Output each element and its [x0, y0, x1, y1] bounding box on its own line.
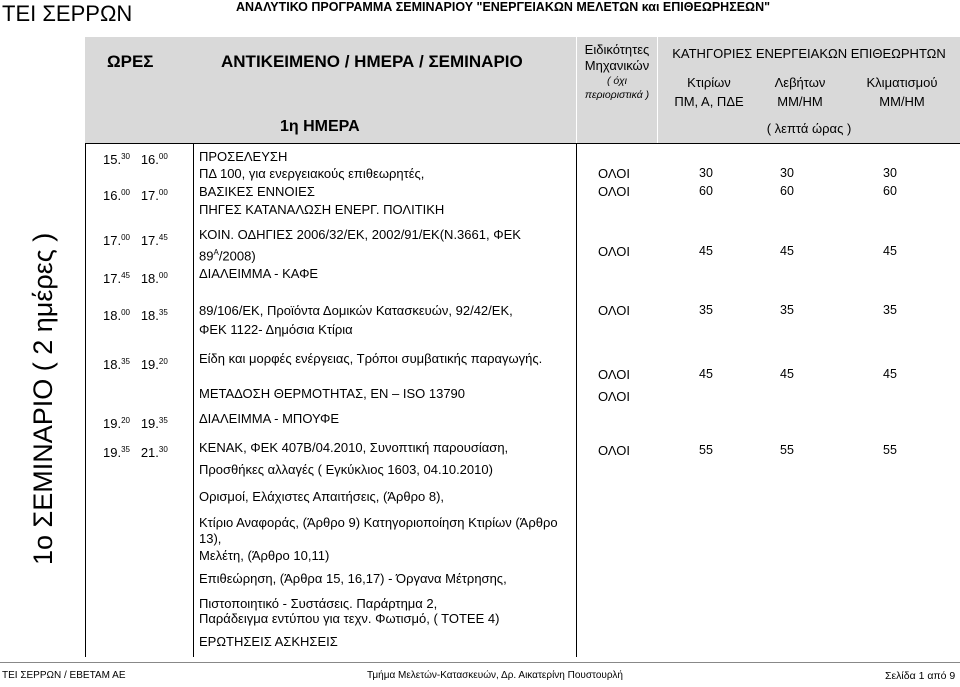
time-end-minutes: 35: [158, 308, 168, 317]
subject-line: Παράδειγμα εντύπου για τεχν. Φωτισμό, ( ΤΟΤΕΕ 4): [199, 611, 500, 626]
time-start: 19.: [103, 445, 122, 460]
row-minutes-buildings: 45: [699, 367, 713, 381]
header-spec-line4: περιοριστικά ): [584, 89, 650, 101]
row-minutes-aircon: 35: [883, 303, 897, 317]
subject-fek-series: A: [213, 248, 219, 257]
row-minutes-aircon: 55: [883, 443, 897, 457]
row-minutes-buildings: 55: [699, 443, 713, 457]
time-start: 18.: [103, 357, 122, 372]
row-spec: ΟΛΟΙ: [598, 443, 631, 458]
row-spec: ΟΛΟΙ: [598, 389, 631, 404]
time-end-minutes: 45: [158, 233, 168, 242]
header-cat3-line2: ΜΜ/ΗΜ: [879, 94, 925, 109]
row-spec: ΟΛΟΙ: [598, 367, 631, 382]
time-slot: [103, 230, 168, 248]
header-categories: ΚΑΤΗΓΟΡΙΕΣ ΕΝΕΡΓΕΙΑΚΩΝ ΕΠΙΘΕΩΡΗΤΩΝ: [672, 46, 946, 61]
row-minutes-boilers: 60: [780, 184, 794, 198]
subject-line: ΦΕΚ 1122- Δημόσια Κτίρια: [199, 322, 353, 337]
time-start-minutes: 00: [121, 233, 130, 242]
subject-line: ΔΙΑΛΕΙΜΜΑ - ΚΑΦΕ: [199, 266, 319, 281]
row-spec: ΟΛΟΙ: [598, 184, 631, 199]
subject-line: Μελέτη, (Άρθρο 10,11): [199, 548, 330, 563]
header-day: 1η ΗΜΕΡΑ: [280, 118, 360, 135]
time-start-minutes: 45: [121, 271, 130, 280]
time-end-minutes: 00: [158, 152, 168, 161]
header-minutes: ( λεπτά ώρας ): [766, 121, 852, 136]
row-spec: ΟΛΟΙ: [598, 166, 631, 181]
time-start: 18.: [103, 308, 122, 323]
row-minutes-buildings: 60: [699, 184, 713, 198]
row-minutes-buildings: 30: [699, 166, 713, 180]
subject-line: Είδη και μορφές ενέργειας, Τρόποι συμβατικής παραγωγής.: [199, 351, 543, 366]
row-spec: ΟΛΟΙ: [598, 303, 631, 318]
seminar-side-label: 1ο ΣΕΜΙΝΑΡΙΟ ( 2 ημέρες ): [28, 232, 58, 565]
time-start-minutes: 35: [121, 357, 130, 366]
subject-line: ΒΑΣΙΚΕΣ ΕΝΝΟΙΕΣ: [199, 184, 315, 199]
row-minutes-boilers: 45: [780, 367, 794, 381]
time-end-minutes: 30: [158, 445, 168, 454]
time-end: 19.: [140, 357, 159, 372]
subject-fek-year: /2008): [218, 248, 256, 264]
row-minutes-aircon: 45: [883, 244, 897, 258]
time-end-minutes: 35: [158, 416, 168, 425]
time-end: 21.: [140, 445, 159, 460]
header-cat1-line1: Κτιρίων: [687, 75, 731, 90]
subject-line: ΠΗΓΕΣ ΚΑΤΑΝΑΛΩΣΗ ΕΝΕΡΓ. ΠΟΛΙΤΙΚΗ: [199, 202, 445, 217]
row-minutes-buildings: 45: [699, 244, 713, 258]
row-minutes-aircon: 60: [883, 184, 897, 198]
header-cat2-line2: ΜΜ/ΗΜ: [777, 94, 823, 109]
header-cat1-line2: ΠΜ, Α, ΠΔΕ: [674, 94, 744, 109]
time-start: 15.: [103, 152, 122, 167]
time-slot: [103, 149, 168, 167]
time-start-minutes: 35: [121, 445, 130, 454]
subject-line: ΚΟΙΝ. ΟΔΗΓΙΕΣ 2006/32/ΕΚ, 2002/91/ΕΚ(Ν.3661, ΦΕΚ: [199, 227, 521, 242]
time-start-minutes: 00: [121, 308, 130, 317]
time-slot: [103, 268, 168, 286]
header-cat2-line1: Λεβήτων: [774, 75, 826, 90]
time-start-minutes: 30: [121, 152, 130, 161]
header-bottom-line: [85, 143, 960, 144]
subject-fek-number: 89: [199, 248, 214, 264]
row-minutes-boilers: 35: [780, 303, 794, 317]
time-end: 16.: [140, 152, 159, 167]
time-end-minutes: 00: [158, 271, 168, 280]
time-start: 16.: [103, 188, 122, 203]
org-title: ΤΕΙ ΣΕΡΡΩΝ: [2, 1, 133, 26]
time-slot: [103, 354, 168, 372]
subject-line: ΜΕΤΑΔΟΣΗ ΘΕΡΜΟΤΗΤΑΣ, ΕΝ – ISO 13790: [199, 386, 466, 401]
time-start: 17.: [103, 271, 122, 286]
header-spec-line1: Ειδικότητες: [584, 42, 650, 57]
footer-center: Τμήμα Μελετών-Κατασκευών, Δρ. Αικατερίνη Πουστουρλή: [367, 670, 623, 681]
header-spec-line2: Μηχανικών: [584, 58, 650, 73]
header-subject: ΑΝΤΙΚΕΙΜΕΝΟ / ΗΜΕΡΑ / ΣΕΜΙΝΑΡΙΟ: [221, 52, 523, 71]
row-minutes-aircon: 45: [883, 367, 897, 381]
col-line-spec: [576, 143, 577, 657]
header-cat3-line1: Κλιματισμού: [866, 75, 938, 90]
subject-line: 89/106/ΕΚ, Προϊόντα Δομικών Κατασκευών, 92/42/ΕΚ,: [199, 303, 513, 318]
subject-line: ΔΙΑΛΕΙΜΜΑ - ΜΠΟΥΦΕ: [199, 411, 339, 426]
subject-line: Πιστοποιητικό - Συστάσεις. Παράρτημα 2,: [199, 596, 438, 611]
time-slot: [103, 185, 168, 203]
subject-line: Κτίριο Αναφοράς, (Άρθρο 9) Κατηγοριοποίηση Κτιρίων (Άρθρο: [199, 515, 558, 530]
time-end: 17.: [140, 188, 159, 203]
footer-right: Σελίδα 1 από 9: [885, 670, 956, 682]
subject-line: Ορισμοί, Ελάχιστες Απαιτήσεις, (Άρθρο 8),: [199, 489, 445, 504]
subject-line: ΠΡΟΣΕΛΕΥΣΗ: [199, 149, 288, 164]
header-hours: ΩΡΕΣ: [107, 52, 154, 71]
time-end-minutes: 00: [158, 188, 168, 197]
subject-line: ΕΡΩΤΗΣΕΙΣ ΑΣΚΗΣΕΙΣ: [199, 634, 338, 649]
time-start: 19.: [103, 416, 122, 431]
subject-line: ΠΔ 100, για ενεργειακούς επιθεωρητές,: [199, 166, 425, 181]
subject-line: Προσθήκες αλλαγές ( Εγκύκλιος 1603, 04.10.2010): [199, 462, 493, 477]
footer-line: [0, 662, 960, 663]
time-slot: [103, 305, 168, 323]
footer-left: ΤΕΙ ΣΕΡΡΩΝ / ΕΒΕΤΑΜ ΑΕ: [2, 670, 126, 681]
col-line-hours: [85, 143, 86, 657]
time-start: 17.: [103, 233, 122, 248]
row-minutes-boilers: 55: [780, 443, 794, 457]
row-minutes-boilers: 30: [780, 166, 794, 180]
row-minutes-boilers: 45: [780, 244, 794, 258]
time-end: 18.: [140, 308, 159, 323]
subject-line: Επιθεώρηση, (Άρθρα 15, 16,17) - Όργανα Μέτρησης,: [199, 571, 507, 586]
row-minutes-aircon: 30: [883, 166, 897, 180]
time-start-minutes: 00: [121, 188, 130, 197]
col-line-subject: [193, 143, 194, 657]
time-end-minutes: 20: [158, 357, 168, 366]
time-end: 17.: [140, 233, 159, 248]
subject-line: ΚΕΝΑΚ, ΦΕΚ 407Β/04.2010, Συνοπτική παρουσίαση,: [199, 440, 509, 455]
time-end: 18.: [140, 271, 159, 286]
time-slot: [103, 442, 168, 460]
time-start-minutes: 20: [121, 416, 130, 425]
document-title: ΑΝΑΛΥΤΙΚΟ ΠΡΟΓΡΑΜΜΑ ΣΕΜΙΝΑΡΙΟΥ "ΕΝΕΡΓΕΙΑΚΩΝ ΜΕΛΕΤΩΝ και ΕΠΙΘΕΩΡΗΣΕΩΝ": [236, 0, 771, 14]
time-end: 19.: [140, 416, 159, 431]
time-slot: [103, 413, 168, 431]
header-spec-line3: ( όχι: [606, 75, 627, 87]
subject-line: 13),: [199, 531, 222, 546]
subject-line: [199, 245, 256, 263]
row-minutes-buildings: 35: [699, 303, 713, 317]
row-spec: ΟΛΟΙ: [598, 244, 631, 259]
